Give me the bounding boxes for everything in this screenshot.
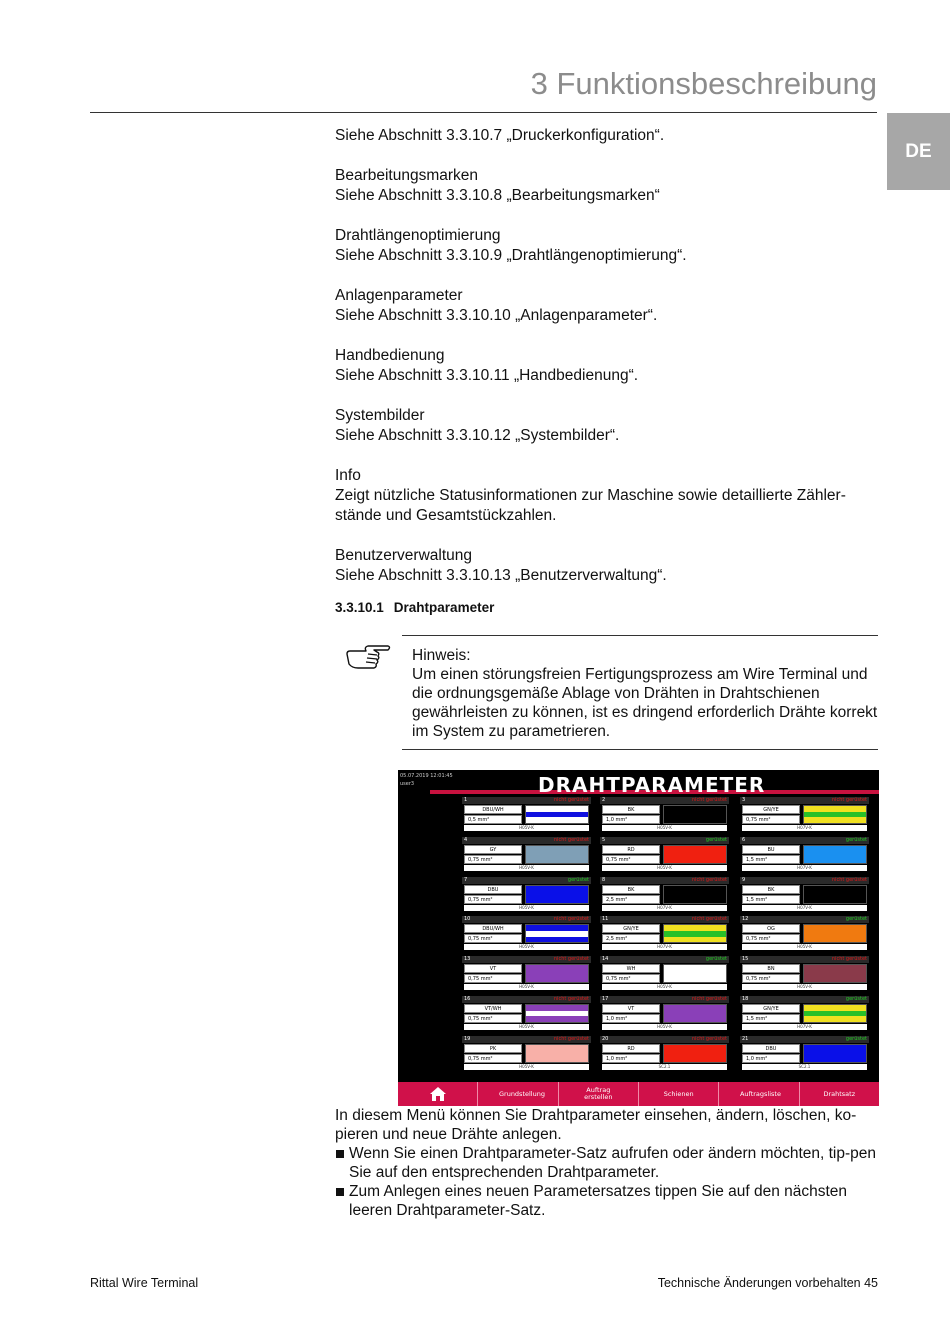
language-tab: DE: [887, 113, 950, 190]
note-label: Hinweis:: [412, 647, 471, 664]
wire-color-stripe: [804, 886, 866, 903]
section-heading: [335, 598, 880, 618]
wire-slot[interactable]: [462, 877, 591, 913]
slot-color-swatch: [803, 885, 867, 904]
bullet-item: [335, 1144, 880, 1182]
slot-color-swatch: [803, 964, 867, 983]
slot-wire-type: H05V-K: [464, 984, 589, 990]
slot-status: nicht gerüstet: [831, 876, 867, 883]
slot-color-swatch: [663, 964, 727, 983]
slot-number: 14: [602, 956, 609, 963]
menu-entry-title: Anlagenparameter: [335, 287, 463, 304]
slot-status: gerüstet: [845, 996, 867, 1002]
wire-slot[interactable]: [600, 956, 729, 992]
menu-entry-text: Zeigt nützliche Statusinformationen zur Maschine sowie detaillierte Zähler-stände und Gesamtstückzahlen.: [335, 487, 846, 524]
slot-wire-area: 0,75 mm²: [464, 1054, 522, 1063]
screenshot-user: user3: [400, 781, 415, 787]
nav-button-label: Grundstellung: [498, 1089, 545, 1098]
slot-color-swatch: [525, 964, 589, 983]
slot-color-swatch: [663, 845, 727, 864]
wire-color-stripe: [804, 965, 866, 982]
slot-wire-name: OG: [742, 924, 800, 933]
slot-wire-type: H05V-K: [464, 944, 589, 950]
slot-color-swatch: [663, 1004, 727, 1023]
menu-entry-title: Systembilder: [335, 407, 425, 424]
slot-wire-name: BU: [742, 845, 800, 854]
slot-wire-area: 0,75 mm²: [742, 974, 800, 983]
wire-slot[interactable]: [462, 996, 591, 1032]
slot-wire-area: 0,75 mm²: [464, 855, 522, 864]
slot-wire-type: H05V-K: [464, 865, 589, 871]
nav-button[interactable]: [478, 1082, 558, 1106]
slot-wire-type: H05V-K: [602, 865, 727, 871]
footer-right: Technische Änderungen vorbehalten 45: [657, 1276, 878, 1290]
slot-wire-type: H07V-K: [742, 865, 867, 871]
slot-wire-name: BK: [602, 885, 660, 894]
bullet-square-icon: [336, 1188, 344, 1196]
note-box: [402, 635, 878, 750]
slot-color-swatch: [803, 924, 867, 943]
wire-color-stripe: [526, 886, 588, 903]
slot-wire-name: GN/YE: [742, 805, 800, 814]
wire-slot[interactable]: [600, 996, 729, 1032]
slot-color-swatch: [663, 885, 727, 904]
nav-button[interactable]: [800, 1082, 879, 1106]
slot-wire-name: BK: [742, 885, 800, 894]
menu-entry-title: Handbedienung: [335, 347, 445, 364]
slot-wire-type: H05V-K: [742, 984, 867, 990]
bullet-item: [335, 1182, 880, 1220]
slot-status: gerüstet: [845, 916, 867, 923]
wire-slot[interactable]: [740, 916, 869, 952]
slot-status: nicht gerüstet: [691, 996, 727, 1002]
slot-status: gerüstet: [845, 1035, 867, 1042]
slot-number: 8: [602, 876, 606, 883]
wire-color-stripe: [664, 965, 726, 982]
nav-button-label: Drahtsatz: [823, 1089, 856, 1098]
slot-wire-name: DBU: [742, 1044, 800, 1053]
slot-wire-name: GN/YE: [742, 1004, 800, 1013]
slot-wire-area: 2,5 mm²: [602, 895, 660, 904]
wire-slot[interactable]: [600, 797, 729, 833]
slot-color-swatch: [803, 805, 867, 824]
section-number: 3.3.10.1: [335, 600, 384, 615]
wire-slot[interactable]: [740, 797, 869, 833]
wire-color-stripe: [664, 937, 726, 943]
slot-number: 1: [464, 797, 468, 803]
slot-color-swatch: [663, 805, 727, 824]
menu-entry-text: Siehe Abschnitt 3.3.10.12 „Systembilder“.: [335, 427, 620, 444]
slot-number: 12: [742, 916, 749, 923]
slot-wire-name: VT: [464, 964, 522, 973]
wire-color-stripe: [664, 846, 726, 863]
slot-wire-area: 0,75 mm²: [464, 974, 522, 983]
description-text: In diesem Menü können Sie Drahtparameter einsehen, ändern, löschen, ko-pieren und neue Drähte anlegen.: [335, 1107, 857, 1143]
slot-wire-type: H07V-K: [742, 1024, 867, 1030]
slot-wire-type: H05V-K: [464, 1024, 589, 1030]
slot-wire-area: 1,5 mm²: [742, 1014, 800, 1023]
slot-status: nicht gerüstet: [553, 956, 589, 963]
slot-wire-area: 0,75 mm²: [742, 934, 800, 943]
wire-color-stripe: [804, 846, 866, 863]
screenshot-meta: [400, 772, 453, 788]
slot-wire-name: BN: [742, 964, 800, 973]
bottom-nav: [398, 1082, 879, 1106]
wire-slot[interactable]: [740, 1036, 869, 1072]
wire-color-stripe: [804, 817, 866, 823]
wire-color-stripe: [664, 1005, 726, 1022]
menu-entry: [335, 286, 880, 326]
slot-wire-name: DBU/WH: [464, 805, 522, 814]
menu-entry: [335, 126, 880, 146]
slot-wire-name: VT/WH: [464, 1004, 522, 1013]
slot-wire-name: RD: [602, 845, 660, 854]
slot-number: 6: [742, 836, 746, 843]
slot-color-swatch: [525, 805, 589, 824]
wire-slot[interactable]: [740, 996, 869, 1032]
slot-wire-name: VT: [602, 1004, 660, 1013]
pointing-hand-icon: [344, 642, 392, 674]
slot-color-swatch: [663, 1044, 727, 1063]
slot-status: gerüstet: [567, 876, 589, 883]
menu-entry: [335, 166, 880, 206]
wire-color-stripe: [664, 806, 726, 823]
slot-number: 20: [602, 1035, 609, 1042]
slot-wire-area: 0,75 mm²: [742, 815, 800, 824]
nav-home-button[interactable]: [398, 1082, 478, 1106]
slot-status: nicht gerüstet: [691, 1035, 727, 1042]
slot-wire-type: H05V-K: [602, 1024, 727, 1030]
slot-wire-area: 1,5 mm²: [742, 895, 800, 904]
wire-color-stripe: [804, 1045, 866, 1062]
footer-left: Rittal Wire Terminal: [90, 1276, 199, 1290]
wire-color-stripe: [526, 1016, 588, 1022]
slot-status: nicht gerüstet: [553, 836, 589, 843]
slot-wire-area: 0,75 mm²: [464, 895, 522, 904]
nav-button[interactable]: [719, 1082, 799, 1106]
slot-status: nicht gerüstet: [691, 876, 727, 883]
wire-color-stripe: [526, 965, 588, 982]
menu-entry-text: Siehe Abschnitt 3.3.10.8 „Bearbeitungsmarken“: [335, 187, 660, 204]
slot-color-swatch: [803, 1044, 867, 1063]
slot-wire-name: DBU/WH: [464, 924, 522, 933]
wire-slot[interactable]: [740, 837, 869, 873]
menu-entry: [335, 406, 880, 446]
bullet-text: Zum Anlegen eines neuen Parametersatzes tippen Sie auf den nächsten leeren Drahtparameter-Satz.: [349, 1183, 848, 1219]
slot-status: nicht gerüstet: [553, 1035, 589, 1042]
slot-wire-area: 0,75 mm²: [464, 1014, 522, 1023]
menu-entry-title: Benutzerverwaltung: [335, 547, 472, 564]
description-block: [335, 1106, 880, 1220]
slot-wire-type: H05V-K: [602, 825, 727, 831]
slot-number: 19: [464, 1035, 471, 1042]
slot-number: 9: [742, 876, 746, 883]
slot-number: 13: [464, 956, 471, 963]
menu-entry-title: Drahtlängenoptimierung: [335, 227, 501, 244]
menu-entry: [335, 466, 880, 526]
slot-wire-type: H05V-K: [464, 1064, 589, 1070]
menu-entry: [335, 346, 880, 386]
slot-status: nicht gerüstet: [553, 797, 589, 803]
slot-wire-area: 1,0 mm²: [602, 1054, 660, 1063]
slot-status: gerüstet: [705, 836, 727, 843]
slot-number: 10: [464, 916, 471, 923]
slot-wire-name: WH: [602, 964, 660, 973]
wire-color-stripe: [526, 1045, 588, 1062]
slot-status: gerüstet: [705, 956, 727, 963]
wire-color-stripe: [526, 937, 588, 943]
slot-color-swatch: [803, 1004, 867, 1023]
slot-wire-type: SC2.1: [602, 1064, 727, 1070]
menu-entry-text: Siehe Abschnitt 3.3.10.13 „Benutzerverwaltung“.: [335, 567, 667, 584]
slot-wire-area: 0,75 mm²: [464, 934, 522, 943]
page-header-title: 3 Funktionsbeschreibung: [530, 66, 877, 101]
wire-color-stripe: [664, 886, 726, 903]
slot-status: nicht gerüstet: [831, 956, 867, 963]
slot-wire-name: PK: [464, 1044, 522, 1053]
slot-wire-area: 1,0 mm²: [602, 815, 660, 824]
menu-entry: [335, 226, 880, 266]
slot-wire-area: 1,5 mm²: [742, 855, 800, 864]
slot-color-swatch: [525, 924, 589, 943]
slot-number: 3: [742, 797, 746, 803]
wire-slot[interactable]: [462, 797, 591, 833]
slot-number: 15: [742, 956, 749, 963]
slot-number: 11: [602, 916, 609, 923]
slot-color-swatch: [803, 845, 867, 864]
slot-wire-type: H07V-K: [742, 825, 867, 831]
slot-wire-type: H05V-K: [742, 944, 867, 950]
slot-wire-type: H07V-K: [602, 905, 727, 911]
slot-wire-area: 0,5 mm²: [464, 815, 522, 824]
nav-button-label: Auftrag erstellen: [584, 1086, 613, 1101]
slot-number: 2: [602, 797, 606, 803]
wire-slot[interactable]: [600, 877, 729, 913]
nav-button[interactable]: [639, 1082, 719, 1106]
menu-entry-text: Siehe Abschnitt 3.3.10.11 „Handbedienung“.: [335, 367, 639, 384]
slot-wire-type: H07V-K: [742, 905, 867, 911]
wire-slot[interactable]: [600, 916, 729, 952]
slot-color-swatch: [525, 1044, 589, 1063]
wire-color-stripe: [526, 817, 588, 823]
wire-slot[interactable]: [462, 956, 591, 992]
slot-color-swatch: [663, 924, 727, 943]
menu-entry-text: Siehe Abschnitt 3.3.10.7 „Druckerkonfiguration“.: [335, 127, 665, 144]
menu-entry-text: Siehe Abschnitt 3.3.10.10 „Anlagenparameter“.: [335, 307, 658, 324]
drahtparameter-screenshot: [398, 770, 879, 1106]
slot-number: 21: [742, 1035, 749, 1042]
slot-number: 16: [464, 996, 471, 1002]
menu-entry-text: Siehe Abschnitt 3.3.10.9 „Drahtlängenoptimierung“.: [335, 247, 687, 264]
slot-wire-name: GY: [464, 845, 522, 854]
wire-color-stripe: [804, 925, 866, 942]
slot-wire-type: H07V-K: [602, 944, 727, 950]
slot-wire-area: 1,0 mm²: [742, 1054, 800, 1063]
slot-status: nicht gerüstet: [691, 797, 727, 803]
menu-entry-list: [335, 126, 880, 618]
section-title: Drahtparameter: [393, 600, 495, 615]
slot-wire-name: DBU: [464, 885, 522, 894]
wire-color-stripe: [804, 1016, 866, 1022]
home-icon: [429, 1086, 447, 1102]
slot-wire-name: GN/YE: [602, 924, 660, 933]
screenshot-title: DRAHTPARAMETER: [538, 773, 766, 797]
slot-wire-area: 0,75 mm²: [602, 855, 660, 864]
slot-color-swatch: [525, 885, 589, 904]
slot-status: nicht gerüstet: [553, 916, 589, 923]
slot-wire-area: 0,75 mm²: [602, 974, 660, 983]
wire-color-stripe: [664, 1045, 726, 1062]
bullet-square-icon: [336, 1150, 344, 1158]
header-rule: [90, 112, 877, 113]
nav-button-label: Schienen: [663, 1089, 694, 1098]
wire-slot[interactable]: [740, 877, 869, 913]
slot-wire-area: 1,0 mm²: [602, 1014, 660, 1023]
wire-slot[interactable]: [740, 956, 869, 992]
slot-status: nicht gerüstet: [831, 797, 867, 803]
slot-wire-name: BK: [602, 805, 660, 814]
menu-entry-title: Info: [335, 467, 361, 484]
slot-wire-type: H05V-K: [602, 984, 727, 990]
slot-number: 4: [464, 836, 468, 843]
slot-wire-type: H05V-K: [464, 905, 589, 911]
wire-slot[interactable]: [600, 837, 729, 873]
menu-entry-title: Bearbeitungsmarken: [335, 167, 479, 184]
slot-wire-name: RD: [602, 1044, 660, 1053]
slot-number: 18: [742, 996, 749, 1002]
slot-number: 7: [464, 876, 468, 883]
slot-wire-type: SC2.1: [742, 1064, 867, 1070]
screenshot-datetime: 05.07.2019 12:01:45: [400, 773, 453, 779]
wire-slot[interactable]: [462, 837, 591, 873]
wire-slot[interactable]: [600, 1036, 729, 1072]
note-text: Um einen störungsfreien Fertigungsprozess am Wire Terminal und die ordnungsgemäße Ablage von Drähten in Drahtschienen gewährleisten zu können, ist es dringend erforderlich Drähte korrekt im System zu parametrieren.: [412, 666, 878, 740]
nav-button-label: Auftragsliste: [739, 1089, 781, 1098]
nav-button[interactable]: [559, 1082, 639, 1106]
slot-number: 5: [602, 836, 606, 843]
wire-slot[interactable]: [462, 916, 591, 952]
slot-wire-type: H05V-K: [464, 825, 589, 831]
slot-status: nicht gerüstet: [553, 996, 589, 1002]
slot-status: gerüstet: [845, 836, 867, 843]
slot-color-swatch: [525, 1004, 589, 1023]
wire-slot[interactable]: [462, 1036, 591, 1072]
menu-entry: [335, 546, 880, 586]
wire-color-stripe: [526, 846, 588, 863]
slot-number: 17: [602, 996, 609, 1002]
slot-status: nicht gerüstet: [691, 916, 727, 923]
slot-wire-area: 2,5 mm²: [602, 934, 660, 943]
bullet-text: Wenn Sie einen Drahtparameter-Satz aufrufen oder ändern möchten, tip-pen Sie auf den entsprechenden Drahtparameter.: [349, 1145, 877, 1181]
slot-color-swatch: [525, 845, 589, 864]
